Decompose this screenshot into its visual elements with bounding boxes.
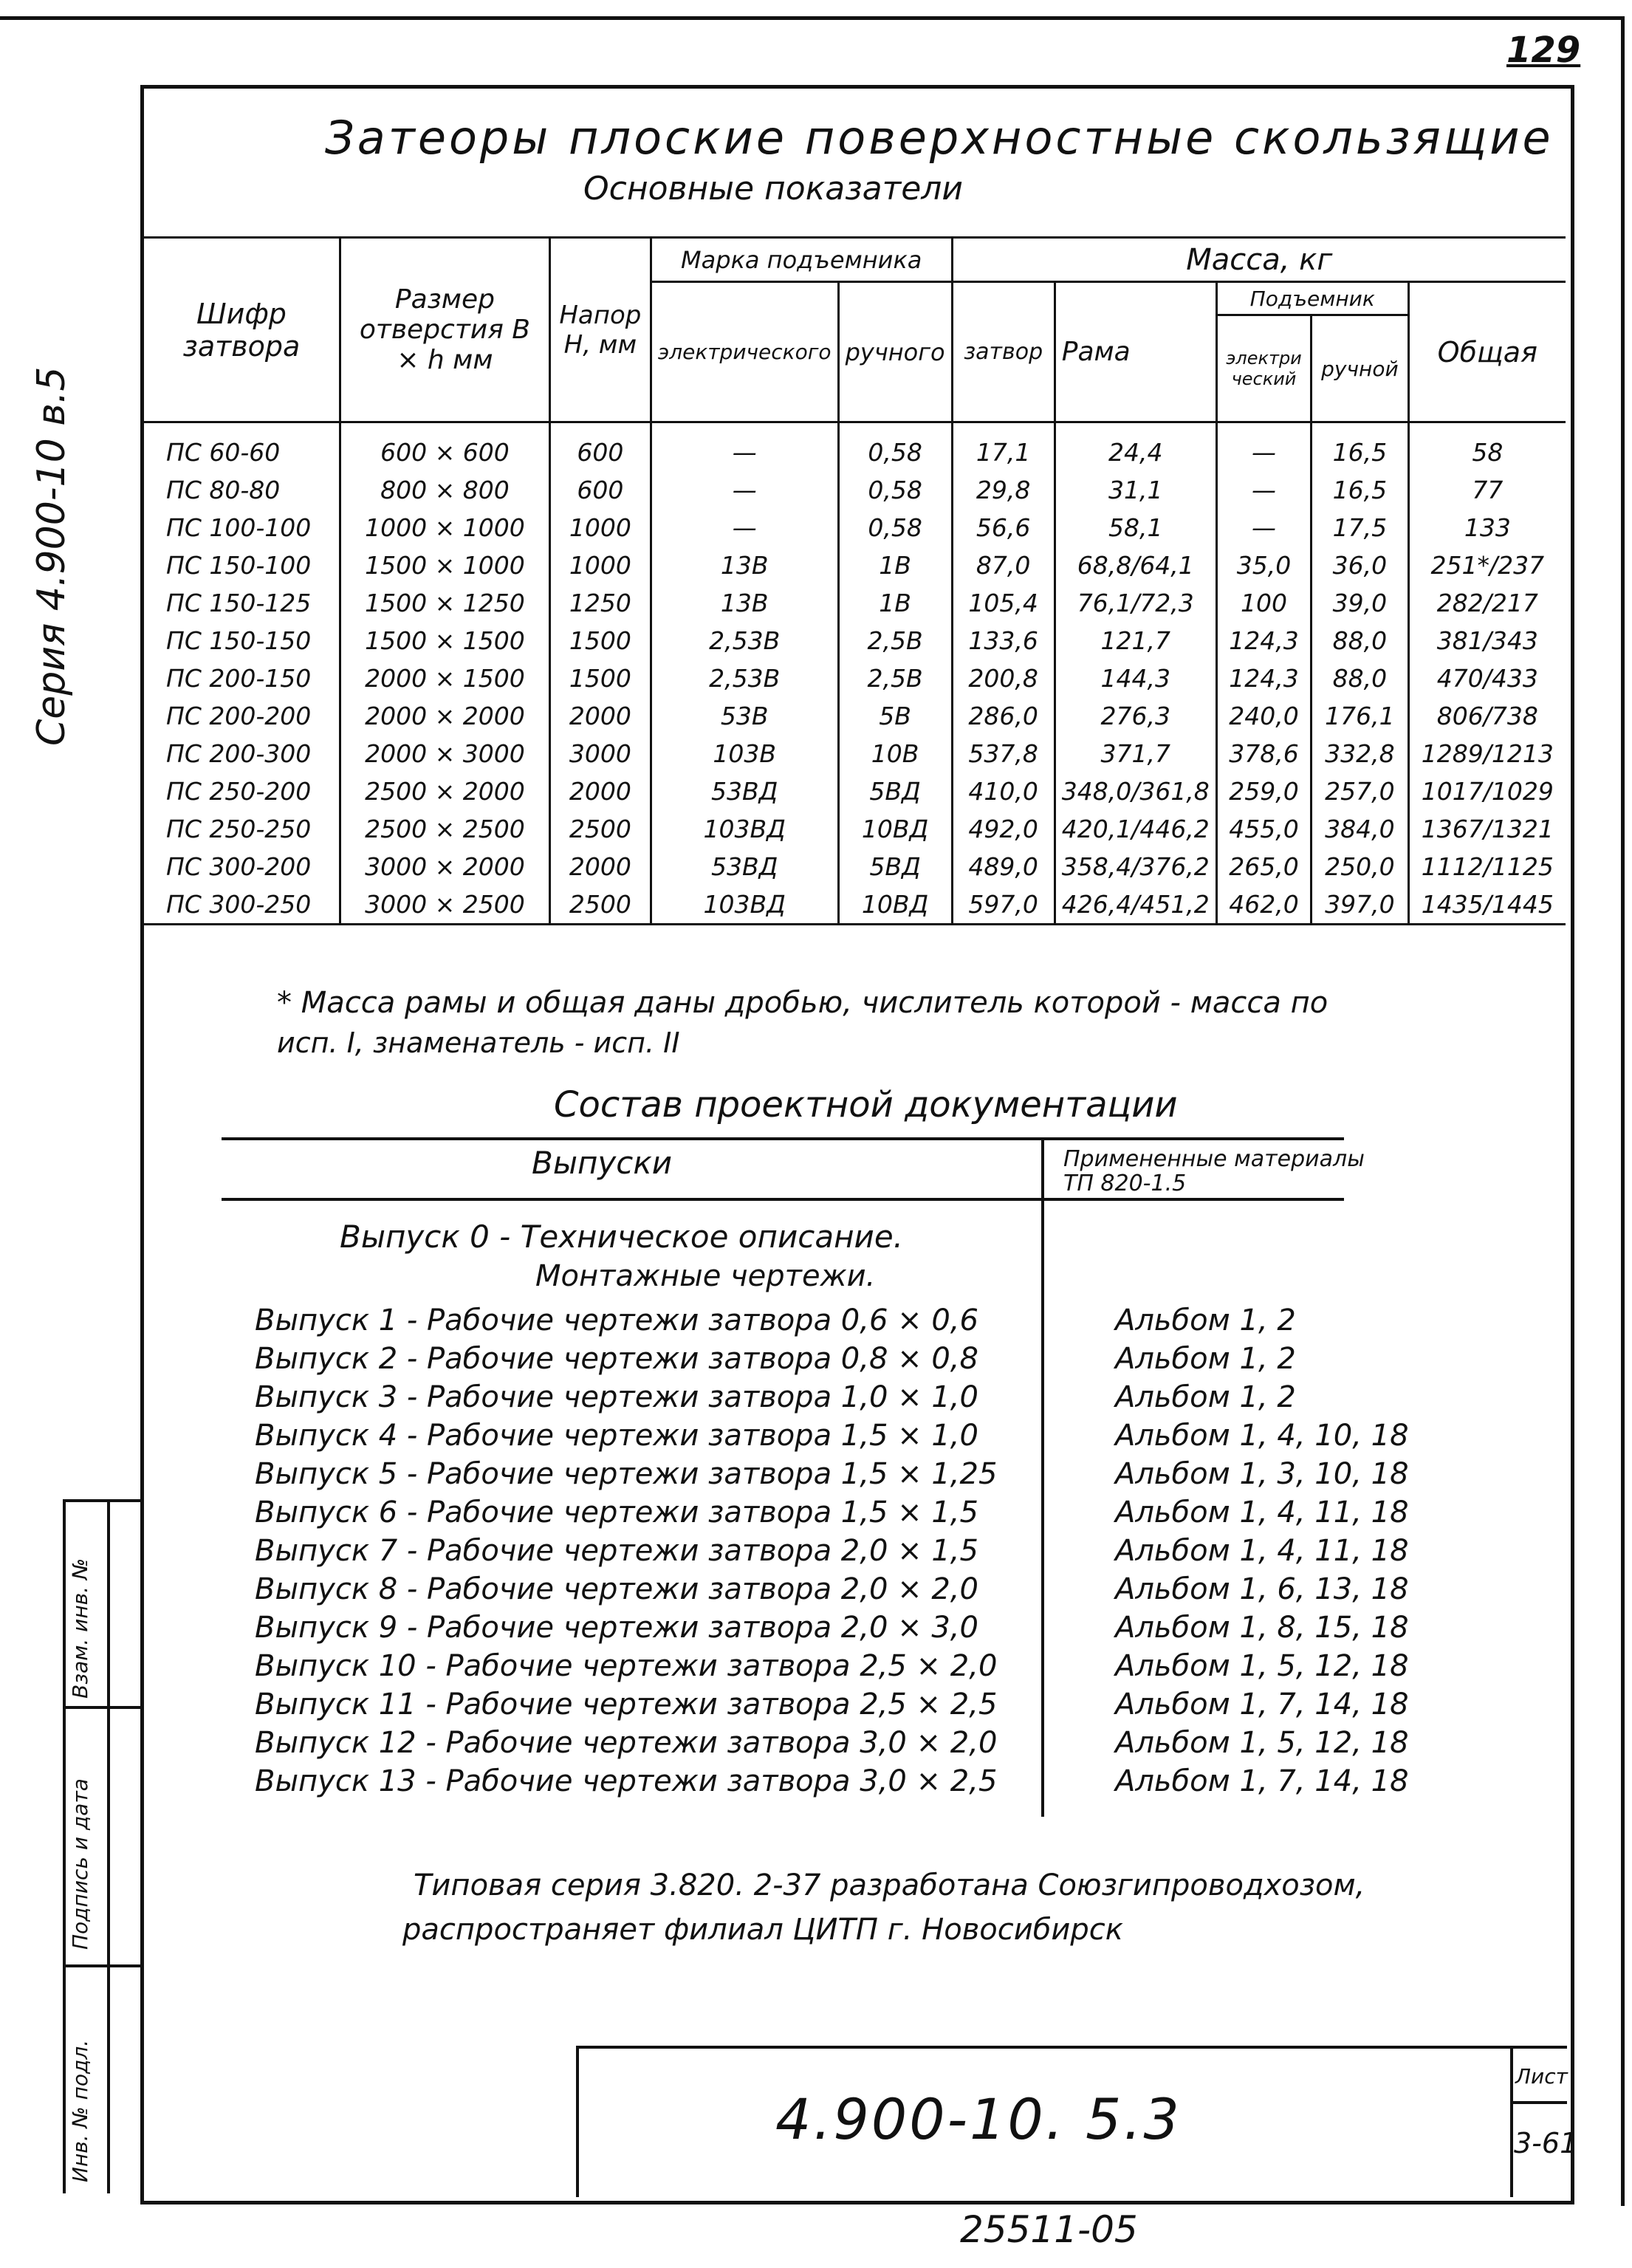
table-cell: 1500 × 1000 xyxy=(340,547,549,584)
table-cell: 124,3 xyxy=(1216,622,1311,659)
table-cell: 286,0 xyxy=(952,697,1055,735)
docs-item-name: Выпуск 1 - Рабочие чертежи затвора 0,6 × 0,6 xyxy=(255,1303,978,1337)
table-cell: 492,0 xyxy=(952,810,1055,848)
table-cell: 31,1 xyxy=(1055,471,1216,509)
margin-vzam-label: Взам. инв. № xyxy=(68,1558,92,1699)
table-cell: 17,5 xyxy=(1312,509,1408,547)
info-line-2: распространяет филиал ЦИТП г. Новосибирск xyxy=(402,1913,1123,1947)
docs-item-name: Выпуск 9 - Рабочие чертежи затвора 2,0 × 3,0 xyxy=(255,1611,978,1645)
table-cell: 13В xyxy=(651,547,838,584)
table-cell: 1500 xyxy=(549,659,651,697)
stamp-hline xyxy=(1510,2101,1567,2104)
table-cell: 2000 × 3000 xyxy=(340,735,549,772)
docs-col-divider xyxy=(1041,1137,1044,1817)
table-row xyxy=(144,547,1566,584)
table-cell: 3000 xyxy=(549,735,651,772)
header-marka: Марка подъемника xyxy=(651,238,952,282)
header-razmer: Размер отверстия B × h мм xyxy=(340,238,549,422)
table-cell: 39,0 xyxy=(1312,584,1408,622)
table-row xyxy=(144,885,1566,925)
table-cell: — xyxy=(651,422,838,472)
table-cell: 2000 × 2000 xyxy=(340,697,549,735)
table-cell: 133 xyxy=(1408,509,1566,547)
docs-item-album: Альбом 1, 4, 11, 18 xyxy=(1115,1496,1409,1529)
table-cell: — xyxy=(1216,422,1311,472)
table-cell: 2000 xyxy=(549,848,651,885)
table-cell: 53В xyxy=(651,697,838,735)
docs-item-album: Альбом 1, 2 xyxy=(1115,1303,1296,1337)
table-row xyxy=(144,735,1566,772)
section-title: Состав проектной документации xyxy=(554,1084,1178,1126)
table-cell: 53ВД xyxy=(651,772,838,810)
info-line-1: Типовая серия 3.820. 2-37 разработана Союзгипроводхозом, xyxy=(414,1868,1365,1902)
docs-item-album: Альбом 1, 8, 15, 18 xyxy=(1115,1611,1409,1645)
table-cell: 384,0 xyxy=(1312,810,1408,848)
table-cell: 381/343 xyxy=(1408,622,1566,659)
table-cell: 5ВД xyxy=(838,772,952,810)
table-cell: 1112/1125 xyxy=(1408,848,1566,885)
table-cell: 600 xyxy=(549,471,651,509)
docs-item-name: Выпуск 10 - Рабочие чертежи затвора 2,5 × 2,0 xyxy=(255,1649,998,1683)
table-cell: ПС 250-200 xyxy=(144,772,340,810)
header-napor: Напор H, мм xyxy=(549,238,651,422)
table-row xyxy=(144,471,1566,509)
table-cell: 259,0 xyxy=(1216,772,1311,810)
table-cell: 1500 × 1250 xyxy=(340,584,549,622)
table-cell: 600 × 600 xyxy=(340,422,549,472)
docs-col2-header-2: ТП 820-1.5 xyxy=(1063,1171,1187,1196)
handwritten-number: 25511-05 xyxy=(960,2208,1138,2251)
table-cell: 16,5 xyxy=(1312,422,1408,472)
stamp-divider xyxy=(1510,2046,1513,2197)
table-cell: 103ВД xyxy=(651,810,838,848)
table-cell: 251*/237 xyxy=(1408,547,1566,584)
table-cell: 276,3 xyxy=(1055,697,1216,735)
table-cell: ПС 200-200 xyxy=(144,697,340,735)
table-cell: 2500 xyxy=(549,885,651,925)
header-marka-el: электрического xyxy=(651,282,838,422)
table-cell: — xyxy=(651,471,838,509)
table-cell: 200,8 xyxy=(952,659,1055,697)
docs-col2-header-1: Примененные материалы xyxy=(1063,1146,1365,1172)
docs-item-album: Альбом 1, 5, 12, 18 xyxy=(1115,1726,1409,1760)
table-cell: 1000 xyxy=(549,547,651,584)
table-cell: 17,1 xyxy=(952,422,1055,472)
table-cell: 489,0 xyxy=(952,848,1055,885)
table-row xyxy=(144,509,1566,547)
docs-item-album: Альбом 1, 4, 11, 18 xyxy=(1115,1534,1409,1568)
table-cell: 88,0 xyxy=(1312,659,1408,697)
docs-col1-header: Выпуски xyxy=(532,1145,673,1181)
page-title: Затеоры плоские поверхностные скользящие xyxy=(325,111,1554,165)
table-cell: 378,6 xyxy=(1216,735,1311,772)
table-cell: 397,0 xyxy=(1312,885,1408,925)
table-cell: ПС 150-100 xyxy=(144,547,340,584)
docs-item-album: Альбом 1, 7, 14, 18 xyxy=(1115,1764,1409,1798)
table-row xyxy=(144,772,1566,810)
table-cell: 100 xyxy=(1216,584,1311,622)
table-cell: 332,8 xyxy=(1312,735,1408,772)
header-obshaya: Общая xyxy=(1408,282,1566,422)
table-cell: ПС 300-200 xyxy=(144,848,340,885)
table-cell: 265,0 xyxy=(1216,848,1311,885)
table-cell: 806/738 xyxy=(1408,697,1566,735)
margin-podpis-label: Подпись и дата xyxy=(68,1778,92,1950)
table-cell: 240,0 xyxy=(1216,697,1311,735)
table-cell: 2,53В xyxy=(651,659,838,697)
table-row xyxy=(144,584,1566,622)
table-cell: 103ВД xyxy=(651,885,838,925)
docs-item-name: Выпуск 6 - Рабочие чертежи затвора 1,5 × 1,5 xyxy=(255,1496,978,1529)
table-cell: 2500 × 2500 xyxy=(340,810,549,848)
table-cell: 3000 × 2000 xyxy=(340,848,549,885)
margin-hline xyxy=(63,1706,144,1709)
docs-item-name: Выпуск 3 - Рабочие чертежи затвора 1,0 × 1,0 xyxy=(255,1380,978,1414)
table-cell: 1500 xyxy=(549,622,651,659)
table-cell: 1500 × 1500 xyxy=(340,622,549,659)
docs-item-name: Выпуск 4 - Рабочие чертежи затвора 1,5 × 1,0 xyxy=(255,1419,978,1453)
header-pod-el: электрический xyxy=(1216,315,1311,422)
table-cell: 2,5В xyxy=(838,622,952,659)
header-pod-ruch: ручной xyxy=(1312,315,1408,422)
table-cell: 2,5В xyxy=(838,659,952,697)
table-cell: ПС 200-150 xyxy=(144,659,340,697)
docs-item-album: Альбом 1, 3, 10, 18 xyxy=(1115,1457,1409,1491)
table-cell: 88,0 xyxy=(1312,622,1408,659)
side-series-label: Серия 4.900-10 в.5 xyxy=(30,366,74,746)
margin-inv-label: Инв. № подл. xyxy=(68,2039,92,2182)
table-cell: — xyxy=(1216,509,1311,547)
main-parameters-table xyxy=(144,236,1566,941)
table-cell: 77 xyxy=(1408,471,1566,509)
table-cell: 371,7 xyxy=(1055,735,1216,772)
table-cell: ПС 300-250 xyxy=(144,885,340,925)
table-cell: 282/217 xyxy=(1408,584,1566,622)
table-cell: 1000 xyxy=(549,509,651,547)
table-cell: 1367/1321 xyxy=(1408,810,1566,848)
table-cell: 0,58 xyxy=(838,422,952,472)
table-cell: 426,4/451,2 xyxy=(1055,885,1216,925)
docs-item-name: Выпуск 13 - Рабочие чертежи затвора 3,0 × 2,5 xyxy=(255,1764,998,1798)
table-cell: 410,0 xyxy=(952,772,1055,810)
page-subtitle: Основные показатели xyxy=(583,170,964,208)
table-cell: 1000 × 1000 xyxy=(340,509,549,547)
table-cell: 58 xyxy=(1408,422,1566,472)
table-cell: ПС 60-60 xyxy=(144,422,340,472)
table-row xyxy=(144,810,1566,848)
sheet-label: Лист xyxy=(1515,2064,1568,2089)
docs-item-name: Выпуск 8 - Рабочие чертежи затвора 2,0 × 2,0 xyxy=(255,1572,978,1606)
table-cell: 470/433 xyxy=(1408,659,1566,697)
table-cell: 348,0/361,8 xyxy=(1055,772,1216,810)
docs-item-name: Выпуск 5 - Рабочие чертежи затвора 1,5 × 1,25 xyxy=(255,1457,998,1491)
docs-item-name: Выпуск 2 - Рабочие чертежи затвора 0,8 × 0,8 xyxy=(255,1342,978,1376)
margin-divider xyxy=(63,1499,66,2193)
table-cell: 35,0 xyxy=(1216,547,1311,584)
footnote-line-1: * Масса рамы и общая даны дробью, числитель которой - масса по xyxy=(277,986,1328,1020)
header-podemnik: Подъемник xyxy=(1216,282,1408,315)
table-row xyxy=(144,659,1566,697)
margin-divider-2 xyxy=(107,1499,110,2193)
docs-item-album: Альбом 1, 2 xyxy=(1115,1342,1296,1376)
table-cell: 455,0 xyxy=(1216,810,1311,848)
table-cell: 250,0 xyxy=(1312,848,1408,885)
table-cell: ПС 200-300 xyxy=(144,735,340,772)
docs-item-album: Альбом 1, 4, 10, 18 xyxy=(1115,1419,1409,1453)
table-cell: ПС 100-100 xyxy=(144,509,340,547)
table-cell: 1289/1213 xyxy=(1408,735,1566,772)
stamp-code: 4.900-10. 5.3 xyxy=(775,2086,1182,2152)
table-cell: 10ВД xyxy=(838,885,952,925)
docs-header-line xyxy=(222,1198,1344,1201)
table-row xyxy=(144,622,1566,659)
table-cell: 597,0 xyxy=(952,885,1055,925)
table-cell: 24,4 xyxy=(1055,422,1216,472)
docs-item-album: Альбом 1, 7, 14, 18 xyxy=(1115,1688,1409,1721)
table-cell: 1435/1445 xyxy=(1408,885,1566,925)
table-cell: 2500 × 2000 xyxy=(340,772,549,810)
table-cell: 420,1/446,2 xyxy=(1055,810,1216,848)
table-cell: 462,0 xyxy=(1216,885,1311,925)
table-cell: ПС 80-80 xyxy=(144,471,340,509)
header-shifr: Шифр затвора xyxy=(144,238,340,422)
header-massa: Масса, кг xyxy=(952,238,1566,282)
table-row xyxy=(144,422,1566,472)
table-cell: 537,8 xyxy=(952,735,1055,772)
table-cell: 176,1 xyxy=(1312,697,1408,735)
table-row xyxy=(144,697,1566,735)
docs-item-album: Альбом 1, 2 xyxy=(1115,1380,1296,1414)
table-cell: ПС 250-250 xyxy=(144,810,340,848)
table-cell: 121,7 xyxy=(1055,622,1216,659)
docs-intro-1: Выпуск 0 - Техническое описание. xyxy=(340,1219,904,1255)
table-cell: 56,6 xyxy=(952,509,1055,547)
table-cell: 124,3 xyxy=(1216,659,1311,697)
header-zatvor: затвор xyxy=(952,282,1055,422)
table-cell: 2000 xyxy=(549,697,651,735)
table-cell: 600 xyxy=(549,422,651,472)
docs-item-name: Выпуск 7 - Рабочие чертежи затвора 2,0 × 1,5 xyxy=(255,1534,978,1568)
table-cell: 2000 × 1500 xyxy=(340,659,549,697)
page-number: 129 xyxy=(1506,30,1581,71)
table-cell: 29,8 xyxy=(952,471,1055,509)
header-marka-ruch: ручного xyxy=(838,282,952,422)
table-cell: 58,1 xyxy=(1055,509,1216,547)
docs-item-name: Выпуск 12 - Рабочие чертежи затвора 3,0 × 2,0 xyxy=(255,1726,998,1760)
table-cell: 13В xyxy=(651,584,838,622)
table-cell: 3000 × 2500 xyxy=(340,885,549,925)
margin-hline xyxy=(63,1964,144,1967)
table-cell: 105,4 xyxy=(952,584,1055,622)
table-cell: 76,1/72,3 xyxy=(1055,584,1216,622)
table-cell: ПС 150-150 xyxy=(144,622,340,659)
table-cell: 10ВД xyxy=(838,810,952,848)
table-cell: 5ВД xyxy=(838,848,952,885)
table-cell: 87,0 xyxy=(952,547,1055,584)
table-cell: 1В xyxy=(838,547,952,584)
table-cell: 144,3 xyxy=(1055,659,1216,697)
table-cell: 2500 xyxy=(549,810,651,848)
table-cell: 1250 xyxy=(549,584,651,622)
table-cell: 1017/1029 xyxy=(1408,772,1566,810)
table-cell: 2,53В xyxy=(651,622,838,659)
table-cell: 5В xyxy=(838,697,952,735)
table-cell: 2000 xyxy=(549,772,651,810)
docs-item-name: Выпуск 11 - Рабочие чертежи затвора 2,5 × 2,5 xyxy=(255,1688,998,1721)
table-cell: — xyxy=(1216,471,1311,509)
table-cell: 1В xyxy=(838,584,952,622)
table-cell: ПС 150-125 xyxy=(144,584,340,622)
margin-hline xyxy=(63,1499,144,1502)
docs-intro-2: Монтажные чертежи. xyxy=(535,1259,876,1293)
table-cell: 257,0 xyxy=(1312,772,1408,810)
table-cell: — xyxy=(651,509,838,547)
docs-item-album: Альбом 1, 5, 12, 18 xyxy=(1115,1649,1409,1683)
table-cell: 133,6 xyxy=(952,622,1055,659)
table-cell: 0,58 xyxy=(838,471,952,509)
footnote-line-2: исп. I, знаменатель - исп. II xyxy=(277,1027,680,1059)
docs-top-line xyxy=(222,1137,1344,1140)
table-cell: 36,0 xyxy=(1312,547,1408,584)
table-cell: 16,5 xyxy=(1312,471,1408,509)
table-cell: 358,4/376,2 xyxy=(1055,848,1216,885)
table-cell: 103В xyxy=(651,735,838,772)
docs-item-album: Альбом 1, 6, 13, 18 xyxy=(1115,1572,1409,1606)
table-cell: 68,8/64,1 xyxy=(1055,547,1216,584)
table-cell: 800 × 800 xyxy=(340,471,549,509)
table-cell: 53ВД xyxy=(651,848,838,885)
table-cell: 10В xyxy=(838,735,952,772)
table-row xyxy=(144,848,1566,885)
table-cell: 0,58 xyxy=(838,509,952,547)
sheet-value: 3-61 xyxy=(1514,2127,1578,2159)
header-rama: Рама xyxy=(1055,282,1216,422)
